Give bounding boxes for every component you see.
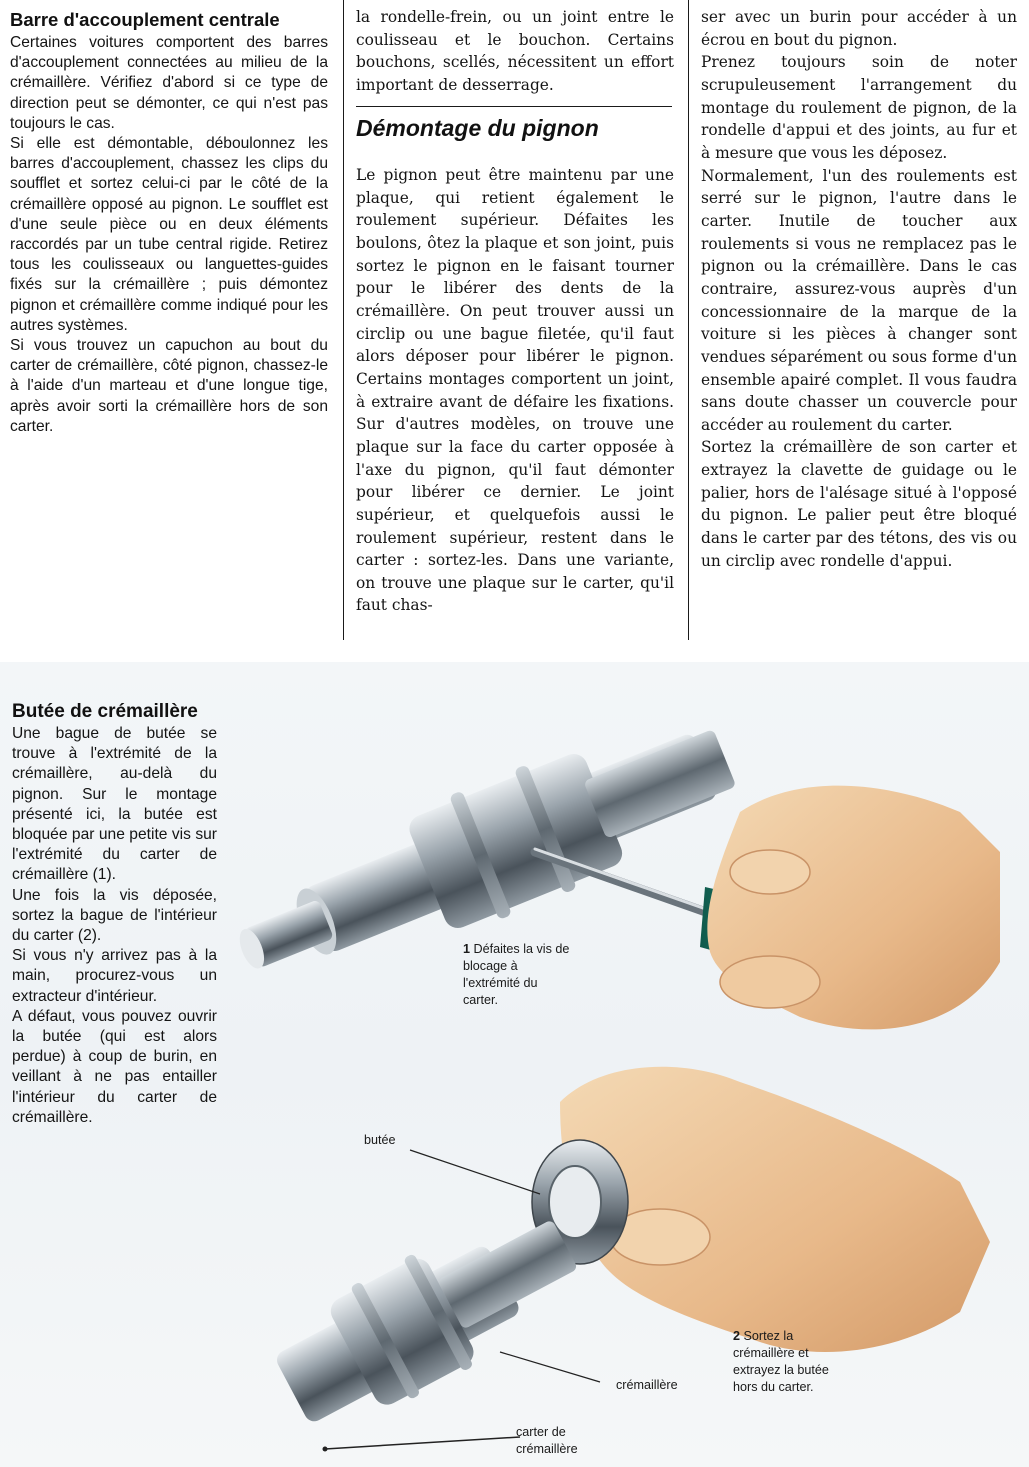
- column-divider: [688, 0, 689, 640]
- heading-butee-cremaillere: Butée de crémaillère: [12, 701, 198, 722]
- column-continuation: [356, 6, 674, 97]
- heading-demontage-pignon: Démontage du pignon: [356, 115, 599, 141]
- caption-text: Sortez la crémaillère et extrayez la butée hors du carter.: [733, 1329, 829, 1394]
- column-barre-accouplement: [10, 8, 328, 437]
- paragraph: Sortez la crémaillère de son carter et extrayez la clavette de guidage ou le palier, hors de l'alésage situé à l'opposé du pignon. Le palier peut être bloqué dans le carter par des tétons, des vis ou un circlip avec rondelle d'appui.: [701, 438, 1017, 570]
- paragraph: la rondelle-frein, ou un joint entre le coulisseau et le bouchon. Certains bouchons, scellés, nécessitent un effort important de desserrage.: [356, 8, 674, 94]
- paragraph: Le pignon peut être maintenu par une plaque, qui retient également le roulement supérieur. Défaites les boulons, ôtez la plaque et son joint, puis sortez le pignon en le faisant tourner pour le libérer des dents de la crémaillère. On peut trouver aussi un circlip ou une bague filetée, qu'il faut alors déposer pour libérer le pignon. Certains montages comportent un joint, à extraire avant de défaire les fixations. Sur d'autres modèles, on trouve une plaque sur la face du carter opposée à l'axe du pignon, qu'il faut démonter pour libérer ce dernier. Le joint supérieur, et quelquefois aussi le roulement supérieur, restent dans le carter : sortez-les. Dans une variante, on trouve une plaque sur le carter, qu'il faut chas-: [356, 166, 674, 615]
- column-butee-cremaillere: [12, 700, 217, 1128]
- caption-step-1: [463, 941, 575, 1009]
- paragraph: Si elle est démontable, déboulonnez les barres d'accouplement, chassez les clips du soufflet et sortez celui-ci par le côté de la crémaillère opposé au pignon. Le soufflet est d'une seule pièce ou en deux éléments raccordés par un tube central rigide. Retirez tous les coulisseaux ou languettes-guides fixés sur la crémaillère ; puis démontez pignon et crémaillère comme indiqué pour les autres systèmes.: [10, 135, 328, 334]
- paragraph: Normalement, l'un des roulements est serré sur le pignon, l'autre dans le carter. Inutile de toucher aux roulements si vous ne remplacez pas le pignon ou la crémaillère. Dans le cas contraire, assurez-vous auprès d'un concessionnaire de la marque de la voiture si les pièces à changer sont vendues séparément ou sous forme d'un ensemble apairé complet. Il vous faudra sans doute chasser un couvercle pour accéder au roulement du carter.: [701, 166, 1017, 434]
- leader-line-cremaillere: [500, 1352, 600, 1382]
- heading-barre-accouplement: Barre d'accouplement centrale: [10, 9, 280, 30]
- paragraph: Une bague de butée se trouve à l'extrémité de la crémaillère, au-delà du pignon. Sur le montage présenté ici, la butée est bloquée par une petite vis sur l'extrémité du carter de crémaillère (1).: [12, 725, 217, 884]
- leader-line-carter: [325, 1437, 520, 1449]
- caption-number: 1: [463, 942, 471, 956]
- paragraph: Prenez toujours soin de noter scrupuleusement l'arrangement du montage du roulement de pignon, de la rondelle d'appui et des joints, au fur et à mesure que vous les déposez.: [701, 53, 1017, 162]
- label-butee: butée: [364, 1133, 396, 1147]
- caption-step-2: [733, 1328, 833, 1396]
- label-cremaillere: crémaillère: [616, 1378, 678, 1392]
- label-carter: carter de crémaillère: [516, 1425, 578, 1456]
- paragraph: Certaines voitures comportent des barres d'accouplement connectées au milieu de la crémaillère. Vérifiez d'abord si ce type de direction peut se démonter, ce qui n'est pas toujours le cas.: [10, 34, 328, 132]
- column-demontage-pignon: [356, 164, 674, 617]
- column-roulements: [701, 6, 1017, 572]
- section-rule: [356, 106, 672, 107]
- paragraph: Si vous trouvez un capuchon au bout du carter de crémaillère, côté pignon, chassez-le à l'aide d'un marteau et d'une longue tige, après avoir sorti la crémaillère hors de son carter.: [10, 337, 328, 435]
- paragraph: A défaut, vous pouvez ouvrir la butée (qui est alors perdue) à coup de burin, en veillant à ne pas entailler l'intérieur du carter de crémaillère.: [12, 1007, 217, 1126]
- paragraph: Si vous n'y arrivez pas à la main, procurez-vous un extracteur d'intérieur.: [12, 947, 217, 1005]
- rack-housing-lower: [262, 1188, 596, 1447]
- leader-dot: [323, 1447, 328, 1452]
- leader-line-butee: [410, 1150, 540, 1194]
- paragraph: Une fois la vis déposée, sortez la bague de l'intérieur du carter (2).: [12, 886, 217, 945]
- paragraph: ser avec un burin pour accéder à un écrou en bout du pignon.: [701, 8, 1017, 49]
- caption-text: Défaites la vis de blocage à l'extrémité du carter.: [463, 942, 570, 1007]
- caption-number: 2: [733, 1329, 741, 1343]
- column-divider: [343, 0, 344, 640]
- hand-upper: [707, 786, 1000, 1030]
